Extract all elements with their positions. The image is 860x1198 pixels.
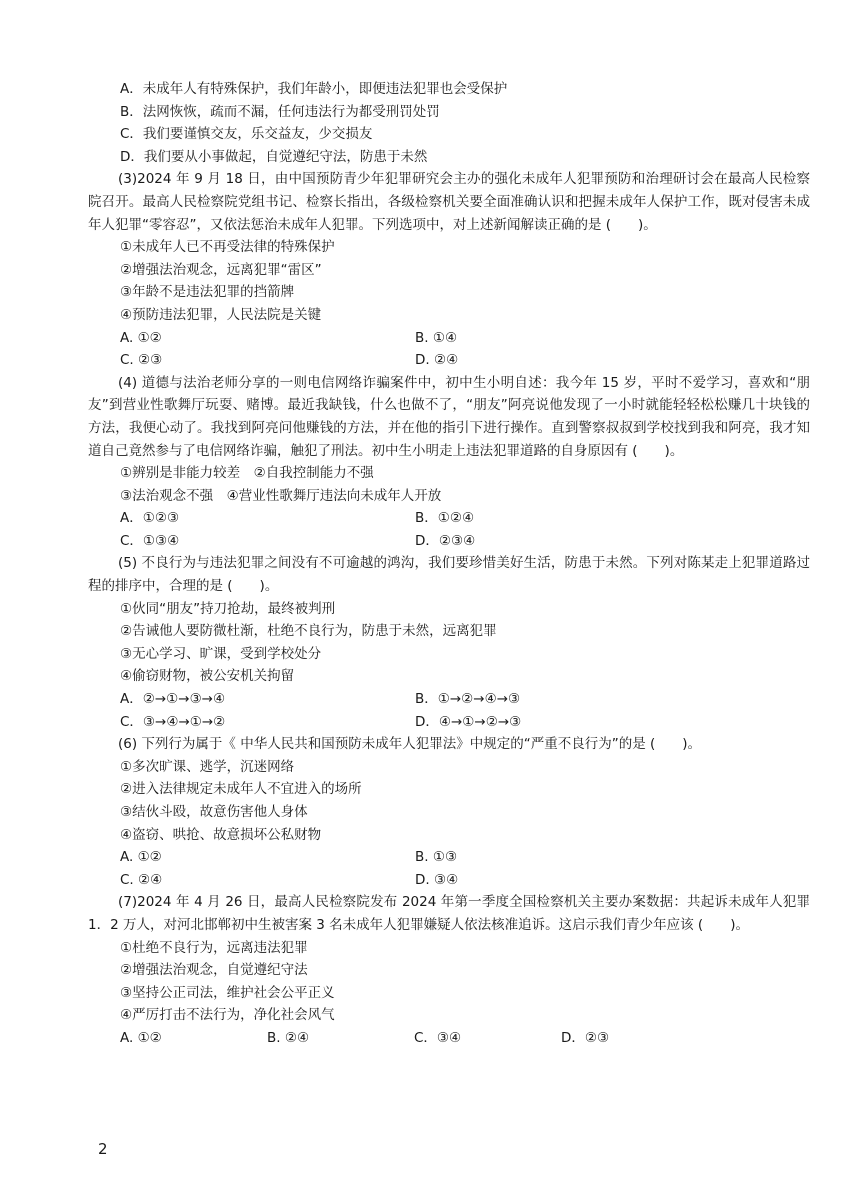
q4-options-row-1 bbox=[88, 507, 810, 530]
q4-options-row-2 bbox=[88, 530, 810, 553]
q6-item-3: ③结伙斗殴，故意伤害他人身体 bbox=[120, 804, 308, 820]
q5-item-2: ②告诫他人要防微杜渐，杜绝不良行为，防患于未然，远离犯罪 bbox=[120, 623, 497, 640]
q3-item-3: ③年龄不是违法犯罪的挡箭牌 bbox=[120, 284, 295, 301]
q6-option-c: C. ②④ bbox=[120, 871, 163, 888]
q7-options-row bbox=[88, 1027, 810, 1050]
q3-options-row-2 bbox=[88, 349, 810, 372]
q3-item-4: ④预防违法犯罪，人民法院是关键 bbox=[120, 306, 322, 323]
q6-item-2: ②进入法律规定未成年人不宜进入的场所 bbox=[120, 781, 362, 798]
q3-option-a: A. ①② bbox=[120, 329, 162, 346]
q7-item-3: ③坚持公正司法，维护社会公平正义 bbox=[120, 984, 335, 1001]
q5-item-1: ①伙同“朋友”持刀抢劫，最终被判刑 bbox=[120, 600, 336, 617]
q6-stem: (6) 下列行为属于《 中华人民共和国预防未成年人犯罪法》中规定的“严重不良行为”的是 ( )。 bbox=[118, 736, 702, 753]
q7-item-2: ②增强法治观念，自觉遵纪守法 bbox=[120, 962, 308, 979]
q3-item-1: ①未成年人已不再受法律的特殊保护 bbox=[120, 239, 335, 256]
q4-item-row-1: ①辨别是非能力较差 ②自我控制能力不强 bbox=[120, 465, 374, 482]
q6-item-1: ①多次旷课、逃学，沉迷网络 bbox=[120, 758, 295, 775]
q6-option-d: D. ③④ bbox=[415, 871, 459, 888]
q2-option-b: B．法网恢恢，疏而不漏，任何违法行为都受刑罚处罚 bbox=[120, 103, 440, 120]
q6-option-b: B. ①③ bbox=[415, 849, 458, 866]
q3-option-c: C. ②③ bbox=[120, 352, 163, 369]
q7-option-a: A. ①② bbox=[120, 1029, 162, 1046]
q5-option-c: C．③→④→①→② bbox=[120, 713, 226, 730]
q3-item-2: ②增强法治观念，远离犯罪“雷区” bbox=[120, 261, 322, 278]
q4-option-d: D．②③④ bbox=[415, 532, 476, 549]
q5-options-row-2 bbox=[88, 711, 810, 734]
q6-item-4: ④盗窃、哄抢、故意损坏公私财物 bbox=[120, 826, 322, 843]
q4-item-row-2: ③法治观念不强 ④营业性歌舞厅违法向未成年人开放 bbox=[120, 487, 442, 504]
q6-options-row-2 bbox=[88, 869, 810, 892]
q5-options-row-1 bbox=[88, 688, 810, 711]
q5-option-d: D．④→①→②→③ bbox=[415, 713, 522, 730]
q7-item-1: ①杜绝不良行为，远离违法犯罪 bbox=[120, 939, 308, 956]
q5-item-3: ③无心学习、旷课，受到学校处分 bbox=[120, 645, 322, 662]
q7-stem: (7)2024 年 4 月 26 日，最高人民检察院发布 2024 年第一季度全国检察机关主要办案数据：共起诉未成年人犯罪 1．2 万人，对河北邯郸初中生被害案 3 名未成年人犯罪嫌疑人依法核准追诉。这启示我们青少年应该 ( )。 bbox=[88, 894, 810, 933]
q6-option-a: A. ①② bbox=[120, 849, 162, 866]
q4-stem: (4) 道德与法治老师分享的一则电信网络诈骗案件中，初中生小明自述：我今年 15 岁，平时不爱学习，喜欢和“朋友”到营业性歌舞厅玩耍、赌博。最近我缺钱，什么也做不了，“朋友”阿亮说他发现了一小时就能轻轻松松赚几十块钱的方法，我便心动了。我找到阿亮问他赚钱的方法，并在他的指引下进行操作。直到警察叔叔到学校找到我和阿亮，我才知道自己竟然参与了电信网络诈骗，触犯了刑法。初中生小明走上违法犯罪道路的自身原因有 ( )。 bbox=[88, 374, 810, 459]
q5-option-a: A．②→①→③→④ bbox=[120, 691, 226, 708]
q4-option-b: B．①②④ bbox=[415, 510, 475, 527]
q7-option-d: D．②③ bbox=[561, 1029, 610, 1046]
q5-stem: (5) 不良行为与违法犯罪之间没有不可逾越的鸿沟，我们要珍惜美好生活，防患于未然。下列对陈某走上犯罪道路过程的排序中，合理的是 ( )。 bbox=[88, 555, 810, 595]
q3-option-b: B. ①④ bbox=[415, 329, 458, 346]
q2-option-c: C．我们要谨慎交友，乐交益友，少交损友 bbox=[120, 126, 373, 143]
q5-option-b: B．①→②→④→③ bbox=[415, 691, 521, 708]
q3-option-d: D. ②④ bbox=[415, 352, 459, 369]
q2-option-d: D．我们要从小事做起，自觉遵纪守法，防患于未然 bbox=[120, 148, 428, 165]
page-number: 2 bbox=[98, 1140, 108, 1158]
q7-item-4: ④严厉打击不法行为，净化社会风气 bbox=[120, 1007, 335, 1024]
q6-options-row-1 bbox=[88, 846, 810, 869]
q3-stem: (3)2024 年 9 月 18 日，由中国预防青少年犯罪研究会主办的强化未成年人犯罪预防和治理研讨会在最高人民检察院召开。最高人民检察院党组书记、检察长指出，各级检察机关要全面准确认识和把握未成年人保护工作，既对侵害未成年人犯罪“零容忍”，又依法惩治未成年人犯罪。下列选项中，对上述新闻解读正确的是 ( )。 bbox=[88, 171, 810, 233]
q5-item-4: ④偷窃财物，被公安机关拘留 bbox=[120, 668, 295, 685]
page-content bbox=[88, 78, 810, 1050]
q3-options-row-1 bbox=[88, 327, 810, 350]
q7-option-b: B. ②④ bbox=[267, 1029, 310, 1046]
q7-option-c: C．③④ bbox=[414, 1029, 462, 1046]
q4-option-a: A．①②③ bbox=[120, 510, 180, 527]
q4-option-c: C．①③④ bbox=[120, 532, 180, 549]
q2-option-a: A．未成年人有特殊保护，我们年龄小，即便违法犯罪也会受保护 bbox=[120, 81, 508, 97]
